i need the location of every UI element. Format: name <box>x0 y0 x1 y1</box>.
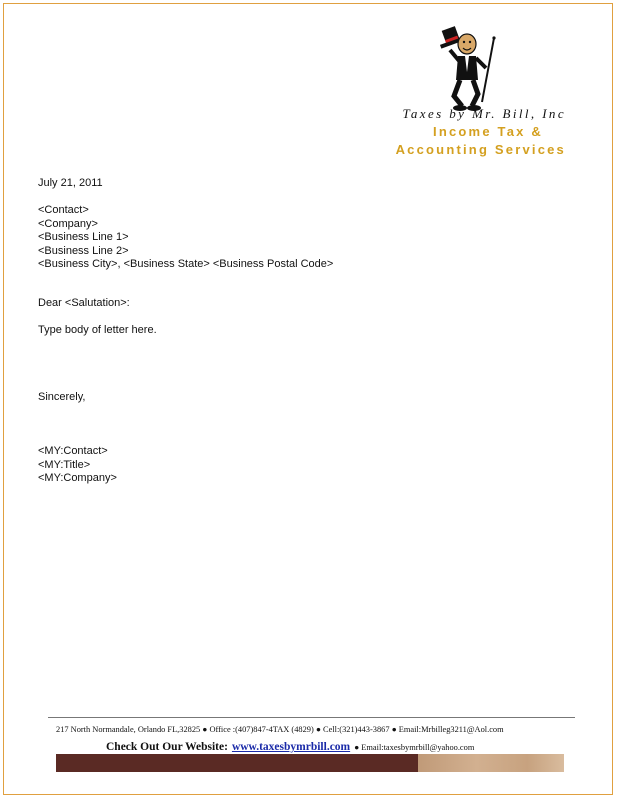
mr-bill-logo <box>436 22 506 112</box>
recipient-line-2: <Business Line 2> <box>38 244 129 257</box>
recipient-line-1: <Business Line 1> <box>38 231 129 243</box>
letter-body: Type body of letter here. <box>38 324 157 336</box>
recipient-company: <Company> <box>38 217 98 230</box>
company-name: Taxes by Mr. Bill, Inc <box>402 106 566 121</box>
footer-email-2: ● Email:taxesbymrbill@yahoo.com <box>354 743 475 752</box>
website-lead-text: Check Out Our Website: <box>106 741 228 753</box>
footer-contact-line: 217 North Normandale, Orlando FL,32825 ● Office :(407)847-4TAX (4829) ● Cell:(321)443-3867 ● Email:Mrbilleg3211@Aol.com <box>56 725 504 734</box>
sender-company: <MY:Company> <box>38 472 117 484</box>
footer-divider <box>48 717 575 718</box>
letter-closing: Sincerely, <box>38 391 86 403</box>
service-line-2: Accounting Services <box>395 142 566 157</box>
footer-bar-dark <box>56 754 418 772</box>
recipient-city-state-zip: <Business City>, <Business State> <Business Postal Code> <box>38 258 334 270</box>
letter-date: July 21, 2011 <box>38 177 103 189</box>
sender-title: <MY:Title> <box>38 458 91 471</box>
service-line-1: Income Tax & <box>433 124 543 139</box>
footer-bar-light <box>418 754 564 772</box>
website-link[interactable]: www.taxesbymrbill.com <box>231 741 351 753</box>
letter-salutation: Dear <Salutation>: <box>38 297 130 309</box>
recipient-contact: <Contact> <box>38 204 89 216</box>
footer-website-line <box>106 737 474 755</box>
sender-contact: <MY:Contact> <box>38 445 108 457</box>
